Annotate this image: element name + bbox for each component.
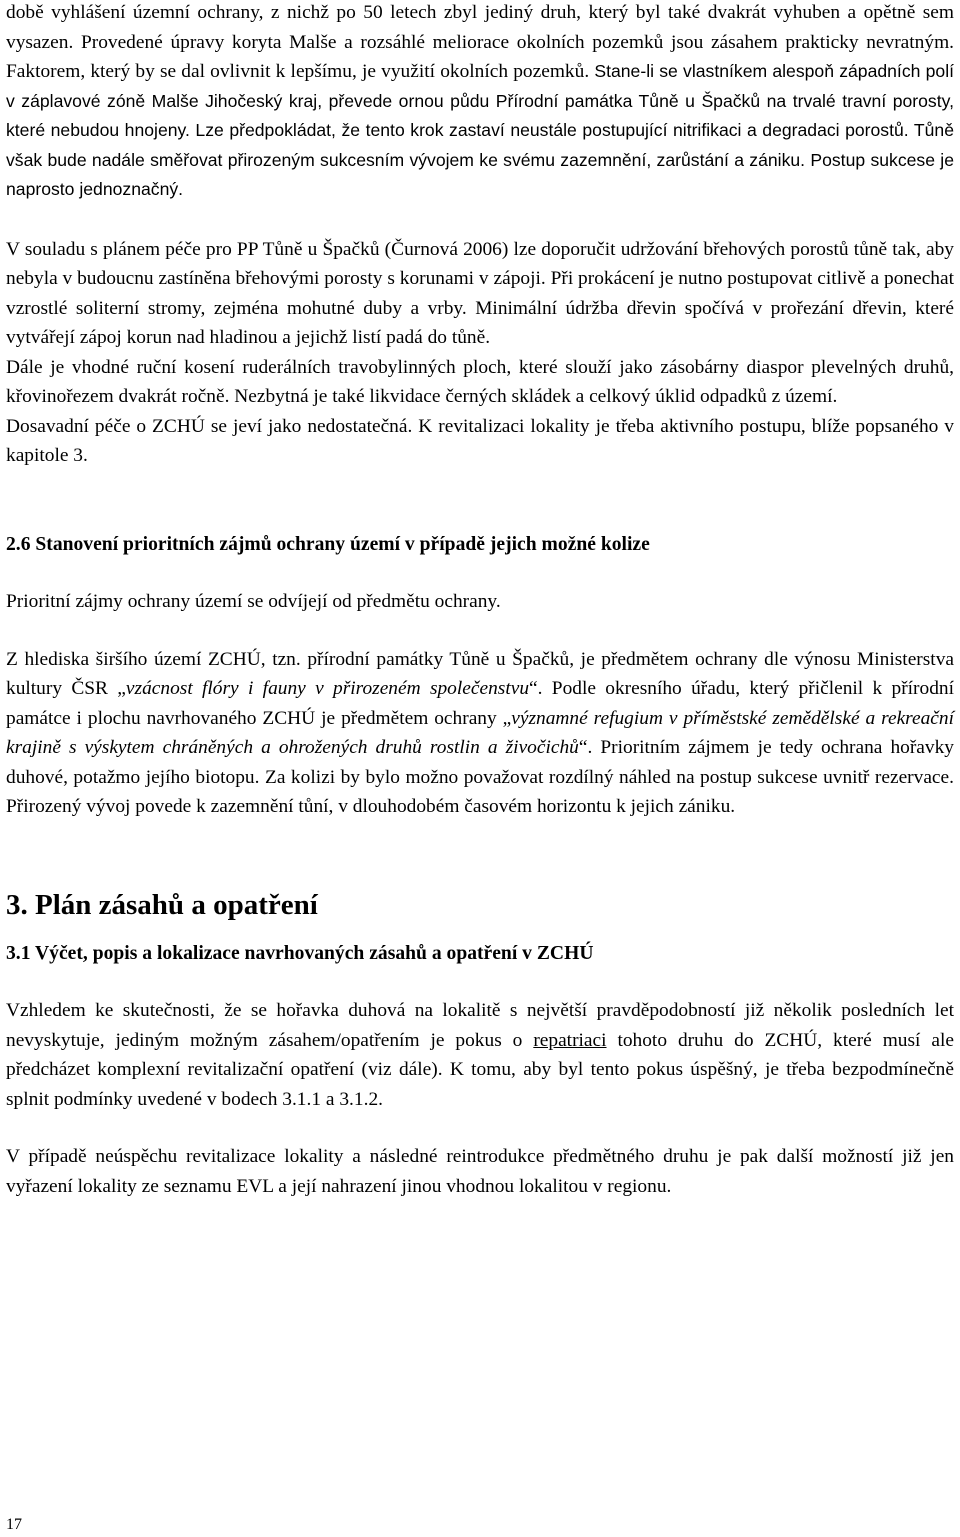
paragraph-6-quote-2: významné refugium v příměstské zemědělské a rekreační krajině s výskytem chráněných a ohrožených druhů rostlin a živočichů xyxy=(6,707,954,758)
paragraph-8: V případě neúspěchu revitalizace lokality a následné reintrodukce předmětného druhu je pak další možností již jen vyřazení lokality ze seznamu EVL a její nahrazení jinou vhodnou lokalitou v regionu. xyxy=(6,1146,954,1197)
paragraph-6-quote-1: vzácnost flóry i fauny v přirozeném společenstvu xyxy=(125,678,530,699)
document-page xyxy=(6,0,954,1201)
paragraph-4: Dosavadní péče o ZCHÚ se jeví jako nedostatečná. K revitalizaci lokality je třeba aktivního postupu, blíže popsaného v kapitole 3. xyxy=(6,415,954,466)
paragraph-7-text-c: tohoto druhu do ZCHÚ, které musí ale předcházet komplexní revitalizační opatření (viz dále). K tomu, aby byl tento pokus úspěšný, je třeba bezpodmínečně splnit podmínky uvedené v bodech 3.1.1 a 3.1.2. xyxy=(6,1029,954,1110)
chapter-heading-3: 3. Plán zásahů a opatření xyxy=(6,888,318,921)
paragraph-1 xyxy=(6,0,954,205)
paragraph-6-text-e: “. Prioritním zájmem je tedy ochrana hořavky duhové, potažmo jejího biotopu. Za kolizi by bylo možno považovat rozdílný náhled na postup sukcese uvnitř rezervace. Přirozený vývoj povede k zazemnění tůní, v dlouhodobém časovém horizontu k jejich zániku. xyxy=(6,737,954,817)
paragraph-6-text-c: “. Podle okresního úřadu, který přičlenil k přírodní památce i plochu navrhovaného ZCHÚ je předmětem ochrany „ xyxy=(6,678,954,729)
paragraph-7-text-a: Vzhledem ke skutečnosti, že se hořavka duhová na lokalitě s největší pravděpodobností již několik posledních let nevyskytuje, jediným možným zásahem/opatřením je pokus o xyxy=(6,1000,954,1051)
section-heading-2-6: 2.6 Stanovení prioritních zájmů ochrany území v případě jejich možné kolize xyxy=(6,533,650,555)
repatriace-term: repatriaci xyxy=(533,1029,607,1051)
paragraph-1-part-2: Stane-li se vlastníkem alespoň západních polí v záplavové zóně Malše Jihočeský kraj, převede ornou půdu Přírodní památka Tůně u Špačků na trvalé travní porosty, které nebudou hnojeny. Lze předpokládat, že tento krok zastaví neustále postupující nitrifikaci a degradaci porostů. Tůně však bude nadále směřovat přirozeným sukcesním vývojem ke svému zazemnění, zarůstání a zániku. Postup sukcese je naprosto jednoznačný. xyxy=(6,61,954,199)
section-heading-3-1: 3.1 Výčet, popis a lokalizace navrhovaných zásahů a opatření v ZCHÚ xyxy=(6,942,594,964)
paragraph-5: Prioritní zájmy ochrany území se odvíjejí od předmětu ochrany. xyxy=(6,591,501,612)
page-number: 17 xyxy=(6,1516,22,1533)
paragraph-7 xyxy=(6,996,954,1114)
paragraph-1-part-1: době vyhlášení územní ochrany, z nichž po 50 letech zbyl jediný druh, který byl také dvakrát vyhuben a opětně sem vysazen. Provedené úpravy koryta Malše a rozsáhlé meliorace okolních pozemků jsou zásahem prakticky nevratným. Faktorem, který by se dal ovlivnit k lepšímu, je využití okolních pozemků. xyxy=(6,2,954,82)
paragraph-6-text-a: Z hlediska širšího území ZCHÚ, tzn. přírodní památky Tůně u Špačků, je předmětem ochrany dle výnosu Ministerstva kultury ČSR „ xyxy=(6,648,954,699)
paragraph-2: V souladu s plánem péče pro PP Tůně u Špačků (Čurnová 2006) lze doporučit udržování břehových porostů tůně tak, aby nebyla v budoucnu zastíněna břehovými porosty s korunami v zápoji. Při prokácení je nutno postupovat citlivě a ponechat vzrostlé soliterní stromy, zejména mohutné duby a vrby. Minimální údržba dřevin spočívá v prořezání dřevin, které vytvářejí zápoj korun nad hladinou a jejichž listí padá do tůně. xyxy=(6,238,954,348)
paragraph-6 xyxy=(6,645,954,822)
paragraph-3: Dále je vhodné ruční kosení ruderálních travobylinných ploch, které slouží jako zásobárny diaspor plevelných druhů, křovinořezem dvakrát ročně. Nezbytná je také likvidace černých skládek a celkový úklid odpadků z území. xyxy=(6,356,954,407)
